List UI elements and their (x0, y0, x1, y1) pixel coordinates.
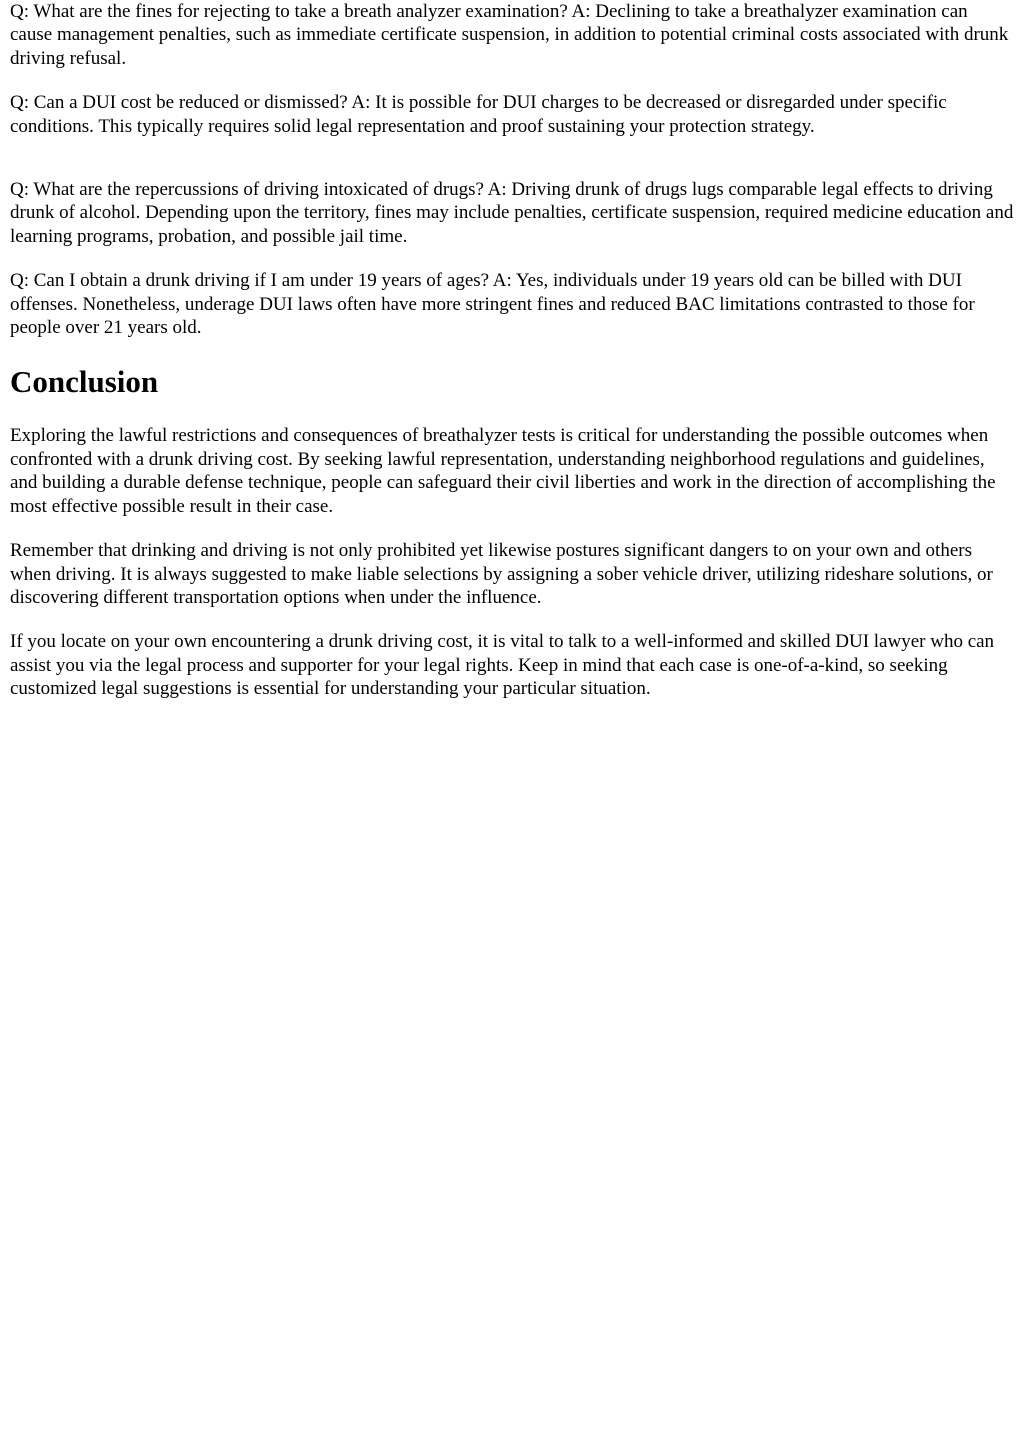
faq-drugged-driving: Q: What are the repercussions of driving intoxicated of drugs? A: Driving drunk of drugs lugs comparable legal effects to driving drunk of alcohol. Depending upon the territory, fines may include penalties, certificate suspension, required medicine education and learning programs, probation, and possible jail time. (10, 179, 1014, 247)
conclusion-paragraph: If you locate on your own encountering a drunk driving cost, it is vital to talk to a well-informed and skilled DUI lawyer who can assist you via the legal process and supporter for your legal rights. Keep in mind that each case is one-of-a-kind, so seeking customized legal suggestions is essential for understanding your particular situation. (10, 631, 995, 700)
conclusion-paragraph: Exploring the lawful restrictions and consequences of breathalyzer tests is critical for understanding the possible outcomes when confronted with a drunk driving cost. By seeking lawful representation, understanding neighborhood regulations and guidelines, and building a durable defense technique, people can safeguard their civil liberties and work in the direction of accomplishing the most effective possible result in their case. (10, 425, 996, 517)
document-page (0, 0, 1024, 701)
faq-section (10, 0, 1014, 339)
conclusion-section (10, 364, 1014, 700)
faq-dui-reduced: Q: Can a DUI cost be reduced or dismissed? A: It is possible for DUI charges to be decreased or disregarded under specific conditions. This typically requires solid legal representation and proof sustaining your protection strategy. (10, 92, 947, 137)
conclusion-heading: Conclusion (10, 364, 159, 400)
conclusion-paragraph: Remember that drinking and driving is not only prohibited yet likewise postures significant dangers to on your own and others when driving. It is always suggested to make liable selections by assigning a sober vehicle driver, utilizing rideshare solutions, or discovering different transportation options when under the influence. (10, 540, 993, 608)
faq-breathalyzer-refusal: Q: What are the fines for rejecting to take a breath analyzer examination? A: Declining to take a breathalyzer examination can cause management penalties, such as immediate certificate suspension, in addition to potential criminal costs associated with drunk driving refusal. (10, 1, 1009, 69)
faq-underage-dui: Q: Can I obtain a drunk driving if I am under 19 years of ages? A: Yes, individuals under 19 years old can be billed with DUI offenses. Nonetheless, underage DUI laws often have more stringent fines and reduced BAC limitations contrasted to those for people over 21 years old. (10, 270, 975, 339)
